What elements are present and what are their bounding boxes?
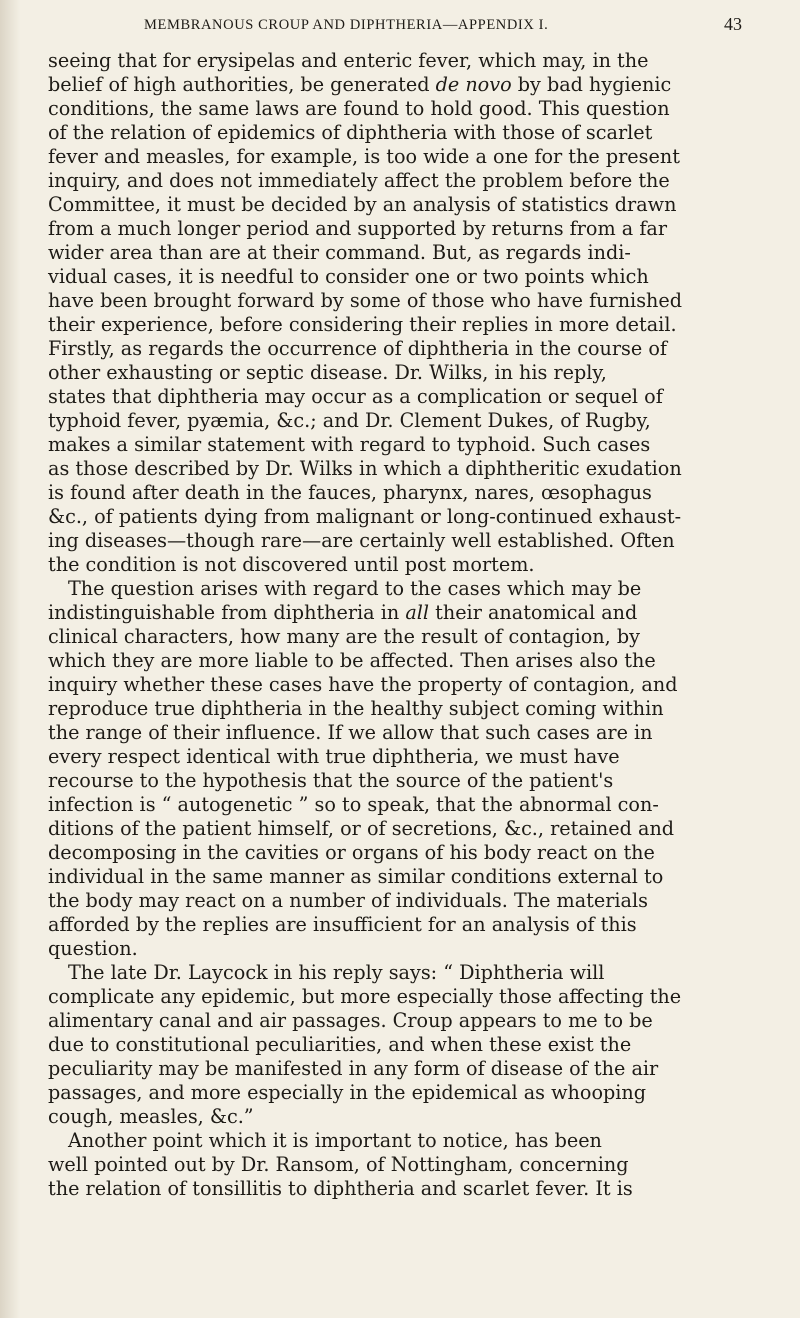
text-line: ing diseases—though rare—are certainly well established. Often [48,529,675,552]
text-line: vidual cases, it is needful to consider one or two points which [48,265,649,288]
text-line: as those described by Dr. Wilks in which a diphtheritic exudation [48,457,682,480]
text-line: belief of high authorities, be generated de novo by bad hygienic [48,73,672,96]
text-line: alimentary canal and air passages. Croup appears to me to be [48,1009,653,1032]
text-line: the relation of tonsillitis to diphtheria and scarlet fever. It is [48,1177,633,1200]
text-line: peculiarity may be manifested in any form of disease of the air [48,1057,659,1080]
text-line: cough, measles, &c.” [48,1105,254,1128]
text-line: The question arises with regard to the cases which may be [68,577,642,600]
text-line: reproduce true diphtheria in the healthy subject coming within [48,697,664,720]
text-line: afforded by the replies are insufficient for an analysis of this [48,913,637,936]
running-head [62,14,742,40]
text-line: inquiry, and does not immediately affect the problem before the [48,169,670,192]
text-line: Committee, it must be decided by an analysis of statistics drawn [48,193,677,216]
text-line: recourse to the hypothesis that the source of the patient's [48,769,614,792]
text-line: the range of their influence. If we allow that such cases are in [48,721,653,744]
text-line: which they are more liable to be affected. Then arises also the [48,649,656,672]
text-line: ditions of the patient himself, or of secretions, &c., retained and [48,817,675,840]
text-line: clinical characters, how many are the result of contagion, by [48,625,640,648]
text-line: seeing that for erysipelas and enteric fever, which may, in the [48,49,649,72]
text-line: indistinguishable from diphtheria in all their anatomical and [48,601,638,624]
text-line: complicate any epidemic, but more especially those affecting the [48,985,682,1008]
page-gutter-shadow [0,0,20,1318]
running-head-title: MEMBRANOUS CROUP AND DIPHTHERIA—APPENDIX I. [144,17,549,33]
text-line: the body may react on a number of individuals. The materials [48,889,648,912]
text-line: other exhausting or septic disease. Dr. Wilks, in his reply, [48,361,607,384]
text-line: wider area than are at their command. But, as regards indi- [48,241,631,264]
text-line: fever and measles, for example, is too wide a one for the present [48,145,680,168]
text-line: decomposing in the cavities or organs of his body react on the [48,841,655,864]
text-line: the condition is not discovered until post mortem. [48,553,535,576]
text-line: The late Dr. Laycock in his reply says: “ Diphtheria will [68,961,605,984]
text-line: individual in the same manner as similar conditions external to [48,865,664,888]
page-number: 43 [724,14,742,34]
text-line: makes a similar statement with regard to typhoid. Such cases [48,433,651,456]
text-line: passages, and more especially in the epidemical as whooping [48,1081,647,1104]
text-line: is found after death in the fauces, pharynx, nares, œsophagus [48,481,652,504]
text-line: typhoid fever, pyæmia, &c.; and Dr. Clement Dukes, of Rugby, [48,409,651,432]
text-line: states that diphtheria may occur as a complication or sequel of [48,385,663,408]
text-line: Firstly, as regards the occurrence of diphtheria in the course of [48,337,668,360]
text-line: infection is “ autogenetic ” so to speak, that the abnormal con- [48,793,659,816]
text-line: conditions, the same laws are found to hold good. This question [48,97,670,120]
text-line: from a much longer period and supported by returns from a far [48,217,668,240]
text-line: have been brought forward by some of those who have furnished [48,289,683,312]
text-line: well pointed out by Dr. Ransom, of Nottingham, concerning [48,1153,629,1176]
text-line: &c., of patients dying from malignant or long-continued exhaust- [48,505,682,528]
text-line: their experience, before considering their replies in more detail. [48,313,677,336]
text-line: of the relation of epidemics of diphtheria with those of scarlet [48,121,653,144]
text-line: every respect identical with true diphtheria, we must have [48,745,620,768]
text-line: Another point which it is important to notice, has been [68,1129,602,1152]
text-line: question. [48,937,138,960]
text-line: inquiry whether these cases have the property of contagion, and [48,673,678,696]
text-line: due to constitutional peculiarities, and when these exist the [48,1033,632,1056]
